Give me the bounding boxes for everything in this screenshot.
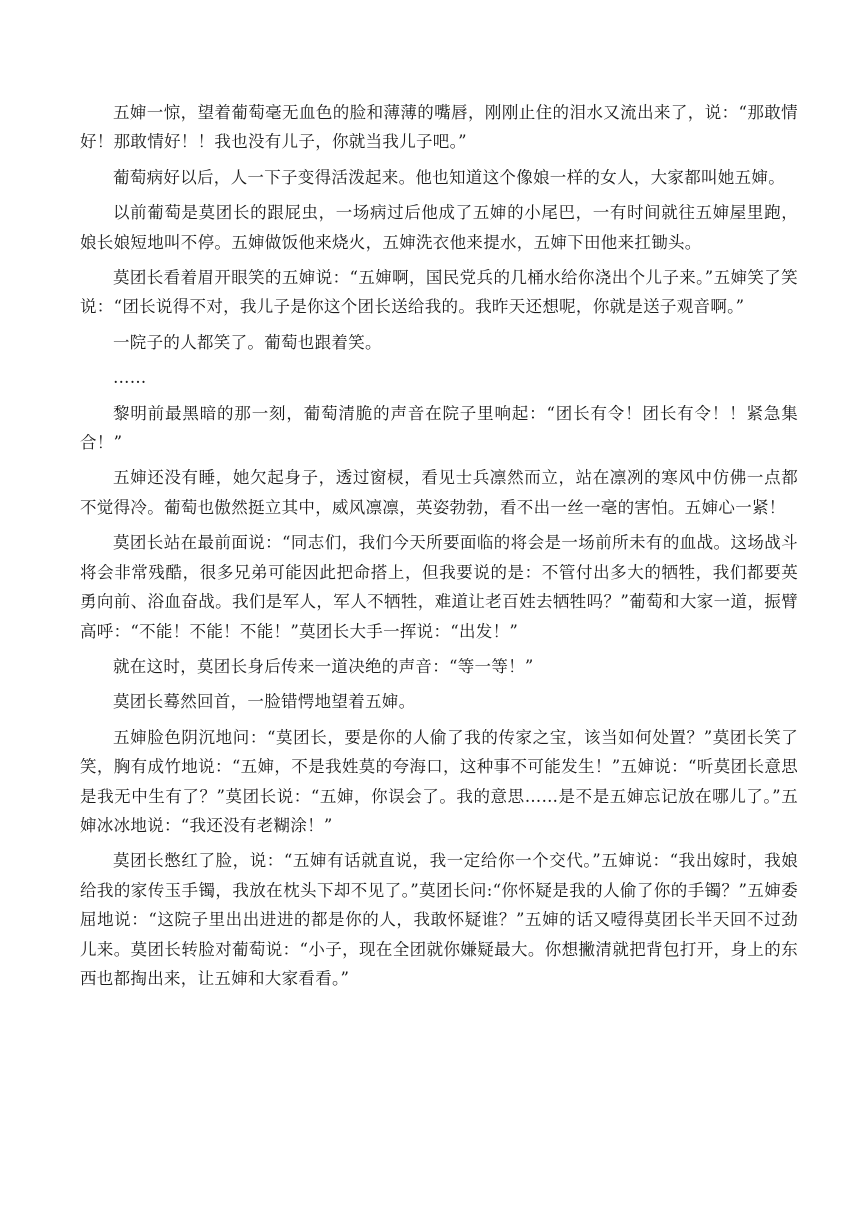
paragraph: 一院子的人都笑了。葡萄也跟着笑。 [113,332,382,352]
paragraph: 黎明前最黑暗的那一刻，葡萄清脆的声音在院子里响起：“团长有令！团长有令！！紧急集合！” [80,403,798,453]
paragraph: 五婶脸色阴沉地问：“莫团长，要是你的人偷了我的传家之宝，该当如何处置？”莫团长笑了笑，胸有成竹地说：“五婶，不是我姓莫的夸海口，这种事不可能发生！”五婶说：“听莫团长意思是我无中生有了？”莫团长说：“五婶，你误会了。我的意思……是不是五婶忘记放在哪儿了。”五婶冰冰地说：“我还没有老糊涂！” [80,727,798,835]
paragraph: 莫团长憋红了脸，说：“五婶有话就直说，我一定给你一个交代。”五婶说：“我出嫁时，我娘给我的家传玉手镯，我放在枕头下却不见了。”莫团长问:“你怀疑是我的人偷了你的手镯？”五婶委屈地说：“这院子里出出进进的都是你的人，我敢怀疑谁？”五婶的话又噎得莫团长半天回不过劲儿来。莫团长转脸对葡萄说：“小子，现在全团就你嫌疑最大。你想撇清就把背包打开，身上的东西也都掏出来，让五婶和大家看看。” [80,851,798,988]
paragraph: 五婶还没有睡，她欠起身子，透过窗棂，看见士兵凛然而立，站在凛冽的寒风中仿佛一点都不觉得冷。葡萄也傲然挺立其中，威风凛凛，英姿勃勃，看不出一丝一毫的害怕。五婶心一紧！ [80,468,798,517]
ellipsis-break: …… [113,368,147,388]
paragraph: 以前葡萄是莫团长的跟屁虫，一场病过后他成了五婶的小尾巴，一有时间就往五婶屋里跑，娘长娘短地叫不停。五婶做饭他来烧火，五婶洗衣他来提水，五婶下田他来扛锄头。 [80,203,798,252]
paragraph: 五婶一惊，望着葡萄毫无血色的脸和薄薄的嘴唇，刚刚止住的泪水又流出来了，说：“那敢情好！那敢情好！！我也没有儿子，你就当我儿子吧。” [80,103,798,152]
paragraph: 莫团长蓦然回首，一脸错愕地望着五婶。 [113,692,416,712]
paragraph: 莫团长看着眉开眼笑的五婶说：“五婶啊，国民党兵的几桶水给你浇出个儿子来。”五婶笑了笑说：“团长说得不对，我儿子是你这个团长送给我的。我昨天还想呢，你就是送子观音啊。” [80,268,798,317]
paragraph: 就在这时，莫团长身后传来一道决绝的声音：“等一等！” [113,656,534,676]
paragraph: 莫团长站在最前面说：“同志们，我们今天所要面临的将会是一场前所未有的血战。这场战斗将会非常残酷，很多兄弟可能因此把命搭上，但我要说的是：不管付出多大的牺牲，我们都要英勇向前、浴血奋战。我们是军人，军人不牺牲，难道让老百姓去牺牲吗？”葡萄和大家一道，振臂高呼：“不能！不能！不能！”莫团长大手一挥说：“出发！” [80,533,798,641]
paragraph: 葡萄病好以后，人一下子变得活泼起来。他也知道这个像娘一样的女人，大家都叫她五婶。 [113,167,785,187]
story-text [80,98,798,999]
